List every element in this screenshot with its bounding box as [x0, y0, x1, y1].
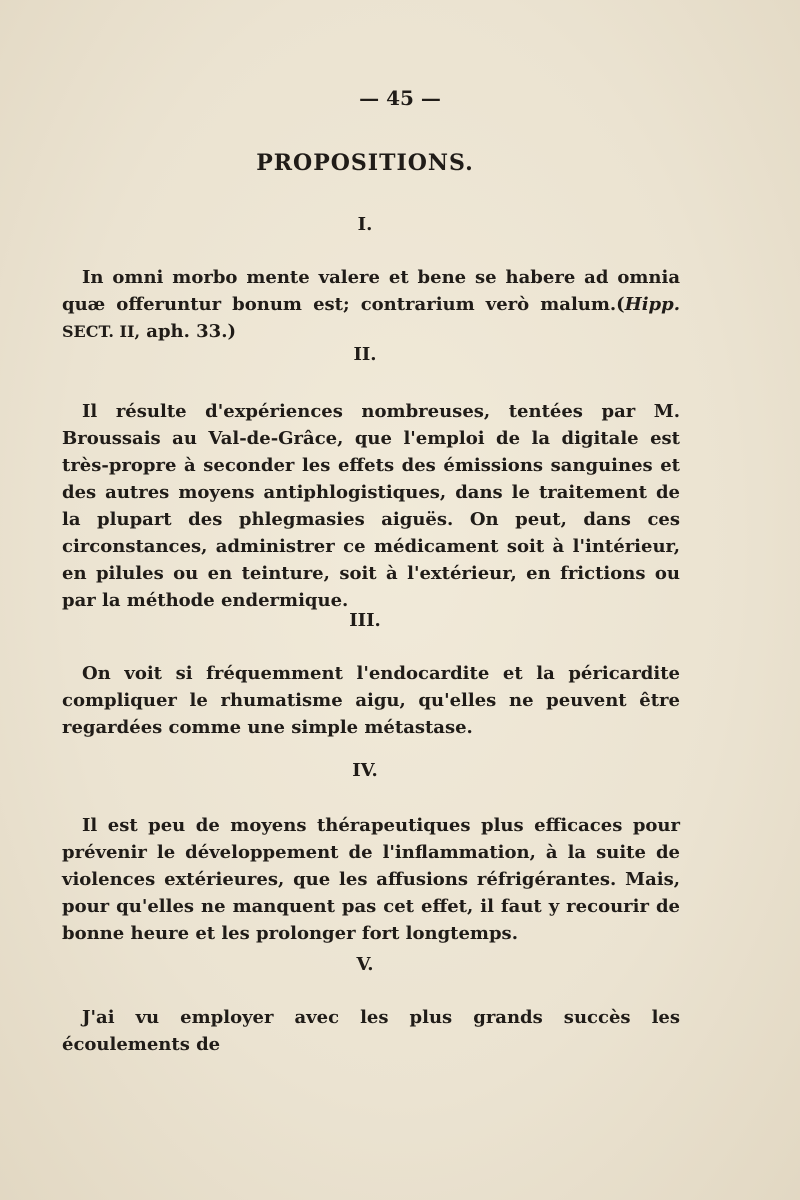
page-heading: PROPOSITIONS. [256, 150, 474, 176]
section-text-2 [62, 398, 680, 614]
section-numeral-5: V. [356, 954, 374, 975]
section-numeral-4: IV. [352, 760, 378, 781]
section-1-main-text: In omni morbo mente valere et bene se habere ad omnia quæ offeruntur bonum est; contrarium verò malum.( [62, 267, 680, 315]
section-4-text: Il est peu de moyens thérapeutiques plus efficaces pour prévenir le développement de l'inflammation, à la suite de violences extérieures, que les affusions réfrigérantes. Mais, pour qu'elles ne manquent pas cet effet, il faut y recourir de bonne heure et les prolonger fort longtemps. [62, 815, 680, 944]
section-1-cite-author: Hipp. [624, 294, 680, 315]
section-1-cite-sect: SECT. II, [62, 322, 141, 341]
section-3-text: On voit si fréquemment l'endocardite et la péricardite compliquer le rhumatisme aigu, qu'elles ne peuvent être regardées comme une simple métastase. [62, 663, 680, 738]
section-text-5 [62, 1004, 680, 1058]
section-numeral-2: II. [353, 344, 377, 365]
page-number: — 45 — [359, 86, 441, 110]
section-2-text: Il résulte d'expériences nombreuses, tentées par M. Broussais au Val-de-Grâce, que l'emploi de la digitale est très-propre à seconder les effets des émissions sanguines et des autres moyens antiphlogistiques, dans le traitement de la plupart des phlegmasies aiguës. On peut, dans ces circonstances, administrer ce médicament soit à l'intérieur, en pilules ou en teinture, soit à l'extérieur, en frictions ou par la méthode endermique. [62, 401, 680, 611]
section-text-1 [62, 264, 680, 345]
section-numeral-1: I. [357, 214, 373, 235]
section-text-3 [62, 660, 680, 741]
section-numeral-3: III. [349, 610, 381, 631]
section-1-cite-aph: aph. 33.) [140, 321, 236, 342]
section-5-text: J'ai vu employer avec les plus grands succès les écoulements de [62, 1007, 680, 1055]
section-text-4 [62, 812, 680, 947]
